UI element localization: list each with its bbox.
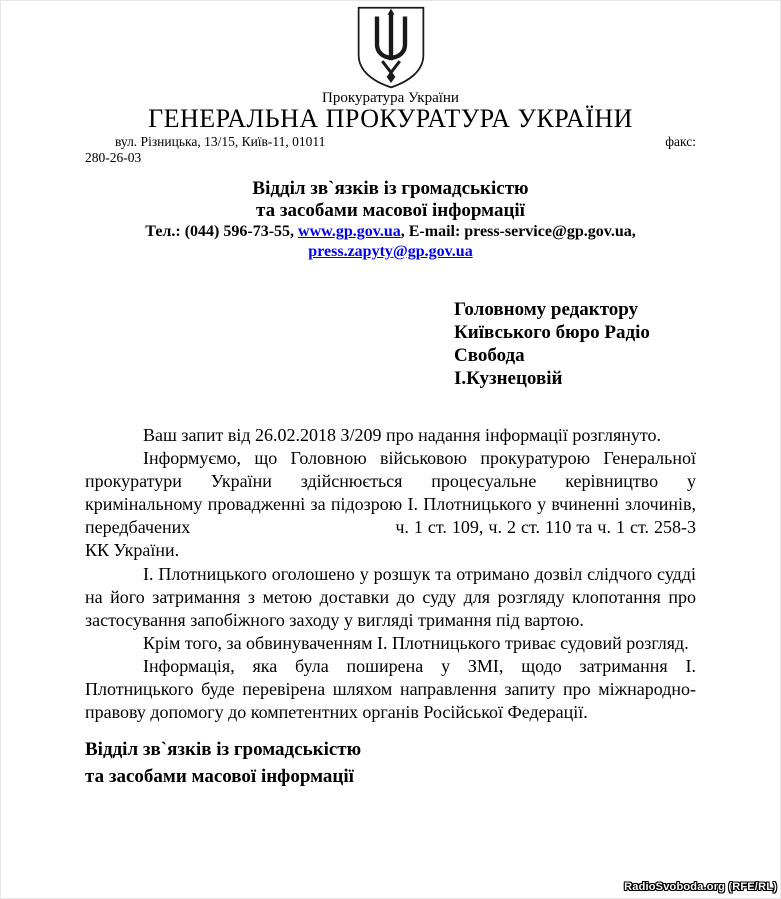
ukraine-trident-emblem-icon: [347, 6, 435, 90]
org-address: вул. Різницька, 13/15, Київ-11, 01011: [115, 134, 326, 149]
signature-block: [85, 736, 696, 790]
org-caption: Прокуратура України: [322, 90, 459, 106]
fax-number: 280-26-03: [85, 150, 142, 165]
comma: ,: [631, 223, 636, 240]
department-block: [85, 178, 696, 262]
department-name-line2: та засобами масової інформації: [256, 200, 525, 221]
addressee-block: [454, 298, 696, 390]
watermark: RadioSvoboda.org (RFE/RL): [624, 881, 777, 893]
org-title: ГЕНЕРАЛЬНА ПРОКУРАТУРА УКРАЇНИ: [148, 104, 633, 133]
paragraph-proceedings-text: Інформуємо, що Головною військовою прокуратурою Генеральної прокуратури України здійснюється процесуальне керівництво у кримінальному провадженні за підозрою І. Плотницького у вчиненні злочинів, передбачених: [85, 448, 696, 538]
signature-line2: та засобами масової інформації: [85, 766, 354, 788]
email-secondary-link[interactable]: press.zapyty@gp.gov.ua: [308, 243, 473, 260]
website-link[interactable]: www.gp.gov.ua: [298, 223, 401, 240]
contact-line: [85, 222, 696, 242]
tab-gap: [195, 532, 390, 533]
paragraph-request: Ваш запит від 26.02.2018 З/209 про надання інформації розглянуто.: [143, 425, 661, 445]
contact-line2: [85, 242, 696, 262]
signature-line1: Відділ зв`язків із громадськістю: [85, 739, 362, 761]
department-name-line1: Відділ зв`язків із громадськістю: [252, 178, 529, 199]
fax-label: факс:: [665, 134, 696, 149]
email-label: , E-mail:: [400, 223, 465, 240]
email-primary: press-service@gp.gov.ua: [464, 223, 632, 240]
addressee-line: Головному редактору: [454, 299, 639, 320]
letterhead: [85, 6, 696, 262]
paragraph-verification: Інформація, яка була поширена у ЗМІ, щодо затримання І. Плотницького буде перевірена шляхом направлення запиту про міжнародно-правову допомогу до компетентних органів Російської Федерації.: [85, 655, 696, 723]
paragraph-wanted: І. Плотницького оголошено у розшук та отримано дозвіл слідчого судді на його затримання з метою доставки до суду для розгляду клопотання про застосування запобіжного заходу у вигляді тримання під вартою.: [85, 563, 696, 630]
addressee-line: Київського бюро Радіо: [454, 322, 650, 343]
paragraph-trial: Крім того, за обвинуваченням І. Плотницького триває судовий розгляд.: [143, 632, 689, 653]
letter-body: [85, 424, 696, 724]
addressee-line: Свобода: [454, 345, 525, 366]
paragraph-proceedings-articles: ч. 1 ст. 109, ч. 2 ст. 110 та ч. 1 ст. 258-3 КК України.: [85, 517, 696, 561]
address-row: [85, 134, 696, 150]
paragraph-proceedings: [85, 447, 696, 562]
phone-number: Тел.: (044) 596-73-55,: [145, 223, 299, 240]
addressee-line: І.Кузнецовій: [454, 368, 563, 389]
